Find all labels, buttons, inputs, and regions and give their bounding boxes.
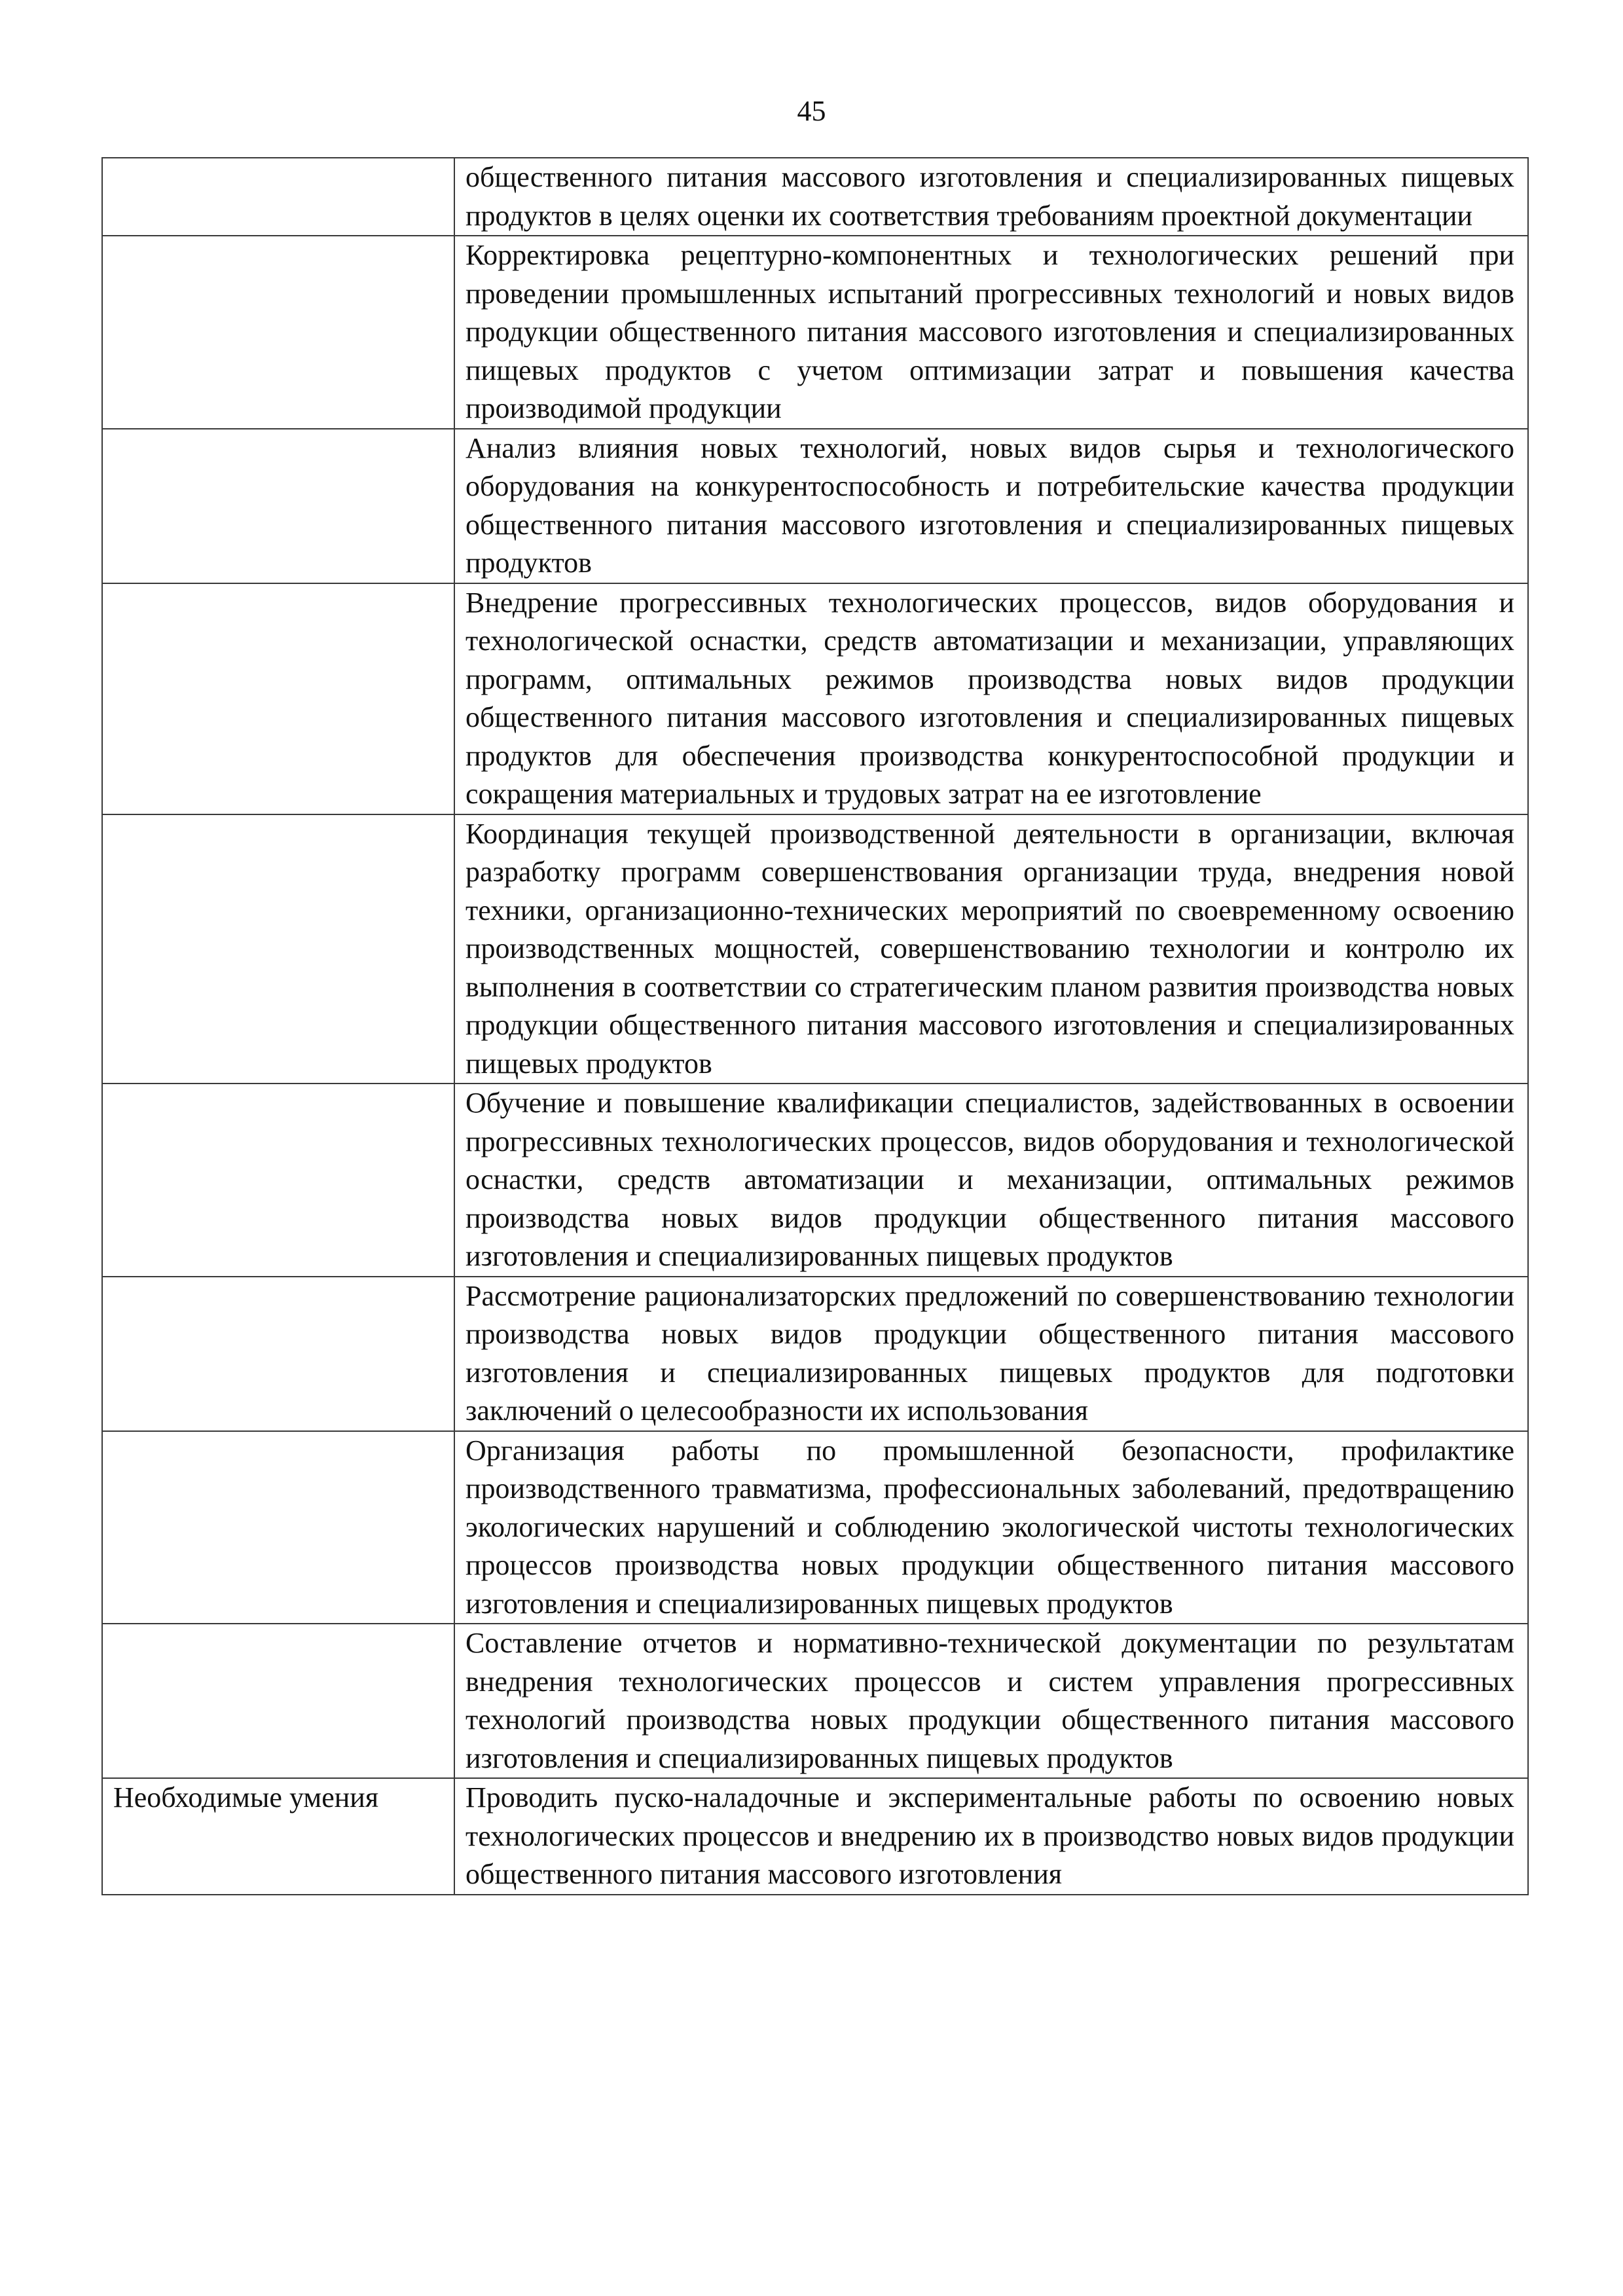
- table-row: [102, 1624, 1528, 1778]
- row-label-cell: [102, 429, 454, 583]
- table-row: [102, 429, 1528, 583]
- table-row: [102, 814, 1528, 1084]
- row-label-cell: [102, 1277, 454, 1431]
- row-label-cell: [102, 236, 454, 429]
- row-text-cell: Организация работы по промышленной безопасности, профилактике производственного травматизма, профессиональных заболеваний, предотвращению экологических нарушений и соблюдению экологической чистоты технологических процессов производства новых продукции общественного питания массового изготовления и специализированных пищевых продуктов: [454, 1431, 1528, 1624]
- row-label-cell: [102, 1624, 454, 1778]
- table-row: [102, 583, 1528, 814]
- row-text-cell: общественного питания массового изготовления и специализированных пищевых продуктов в целях оценки их соответствия требованиям проектной документации: [454, 158, 1528, 236]
- row-label-cell: [102, 814, 454, 1084]
- table-row: [102, 236, 1528, 429]
- row-text-cell: Рассмотрение рационализаторских предложений по совершенствованию технологии производства новых видов продукции общественного питания массового изготовления и специализированных пищевых продуктов для подготовки заключений о целесообразности их использования: [454, 1277, 1528, 1431]
- row-label-cell: [102, 158, 454, 236]
- row-label-cell: [102, 1431, 454, 1624]
- row-text-cell: Анализ влияния новых технологий, новых видов сырья и технологического оборудования на конкурентоспособность и потребительские качества продукции общественного питания массового изготовления и специализированных пищевых продуктов: [454, 429, 1528, 583]
- row-label-cell: Необходимые умения: [102, 1778, 454, 1895]
- row-text-cell: Координация текущей производственной деятельности в организации, включая разработку программ совершенствования организации труда, внедрения новой техники, организационно-технических мероприятий по своевременному освоению производственных мощностей, совершенствованию технологии и контролю их выполнения в соответствии со стратегическим планом развития производства новых продукции общественного питания массового изготовления и специализированных пищевых продуктов: [454, 814, 1528, 1084]
- table-row: [102, 158, 1528, 236]
- requirements-table: [101, 157, 1529, 1895]
- table-row: [102, 1778, 1528, 1895]
- row-text-cell: Составление отчетов и нормативно-технической документации по результатам внедрения технологических процессов и систем управления прогрессивных технологий производства новых продукции общественного питания массового изготовления и специализированных пищевых продуктов: [454, 1624, 1528, 1778]
- row-label-cell: [102, 583, 454, 814]
- page-number: 45: [797, 95, 826, 127]
- table-row: [102, 1431, 1528, 1624]
- table-row: [102, 1084, 1528, 1277]
- row-text-cell: Внедрение прогрессивных технологических процессов, видов оборудования и технологической оснастки, средств автоматизации и механизации, управляющих программ, оптимальных режимов производства новых видов продукции общественного питания массового изготовления и специализированных пищевых продуктов для обеспечения производства конкурентоспособной продукции и сокращения материальных и трудовых затрат на ее изготовление: [454, 583, 1528, 814]
- table-row: [102, 1277, 1528, 1431]
- row-label-cell: [102, 1084, 454, 1277]
- row-text-cell: Обучение и повышение квалификации специалистов, задействованных в освоении прогрессивных технологических процессов, видов оборудования и технологической оснастки, средств автоматизации и механизации, оптимальных режимов производства новых видов продукции общественного питания массового изготовления и специализированных пищевых продуктов: [454, 1084, 1528, 1277]
- row-text-cell: Корректировка рецептурно-компонентных и технологических решений при проведении промышленных испытаний прогрессивных технологий и новых видов продукции общественного питания массового изготовления и специализированных пищевых продуктов с учетом оптимизации затрат и повышения качества производимой продукции: [454, 236, 1528, 429]
- row-text-cell: Проводить пуско-наладочные и экспериментальные работы по освоению новых технологических процессов и внедрению их в производство новых видов продукции общественного питания массового изготовления: [454, 1778, 1528, 1895]
